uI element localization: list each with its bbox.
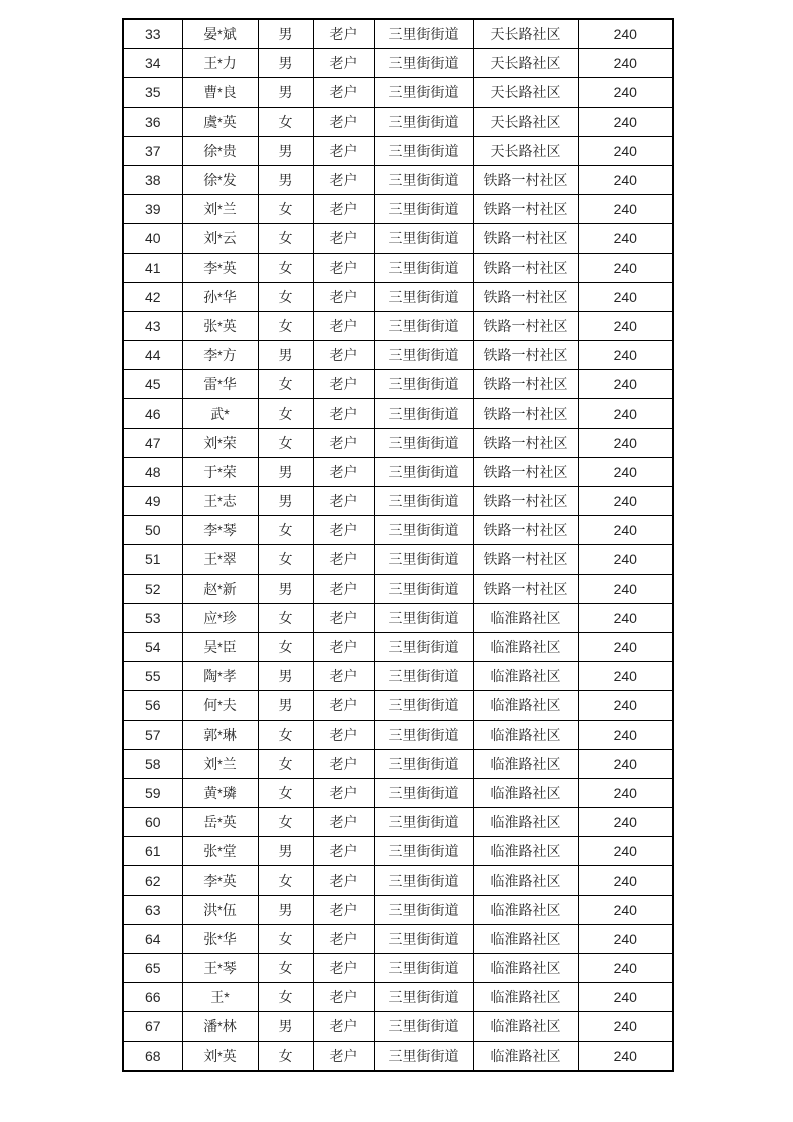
cell-name: 王*翠 bbox=[182, 545, 258, 574]
cell-gender: 女 bbox=[258, 749, 313, 778]
cell-community: 临淮路社区 bbox=[473, 924, 578, 953]
table-row bbox=[123, 983, 673, 1012]
cell-gender: 女 bbox=[258, 311, 313, 340]
cell-street: 三里街街道 bbox=[374, 107, 473, 136]
cell-seq: 43 bbox=[123, 311, 182, 340]
cell-street: 三里街街道 bbox=[374, 1012, 473, 1041]
table-row bbox=[123, 778, 673, 807]
cell-community: 临淮路社区 bbox=[473, 866, 578, 895]
cell-name: 王*琴 bbox=[182, 954, 258, 983]
cell-gender: 女 bbox=[258, 282, 313, 311]
table-row bbox=[123, 632, 673, 661]
cell-street: 三里街街道 bbox=[374, 1041, 473, 1071]
table-row bbox=[123, 107, 673, 136]
cell-name: 赵*新 bbox=[182, 574, 258, 603]
cell-seq: 68 bbox=[123, 1041, 182, 1071]
cell-seq: 66 bbox=[123, 983, 182, 1012]
cell-gender: 女 bbox=[258, 866, 313, 895]
cell-gender: 男 bbox=[258, 487, 313, 516]
cell-name: 李*英 bbox=[182, 253, 258, 282]
cell-seq: 38 bbox=[123, 165, 182, 194]
cell-seq: 41 bbox=[123, 253, 182, 282]
cell-gender: 女 bbox=[258, 954, 313, 983]
cell-gender: 女 bbox=[258, 370, 313, 399]
cell-household-type: 老户 bbox=[313, 895, 374, 924]
table-body bbox=[123, 19, 673, 1071]
cell-household-type: 老户 bbox=[313, 924, 374, 953]
cell-street: 三里街街道 bbox=[374, 954, 473, 983]
cell-seq: 34 bbox=[123, 49, 182, 78]
cell-community: 临淮路社区 bbox=[473, 837, 578, 866]
cell-street: 三里街街道 bbox=[374, 866, 473, 895]
cell-amount: 240 bbox=[578, 78, 673, 107]
table-row bbox=[123, 749, 673, 778]
cell-community: 铁路一村社区 bbox=[473, 282, 578, 311]
cell-gender: 女 bbox=[258, 224, 313, 253]
cell-street: 三里街街道 bbox=[374, 253, 473, 282]
cell-household-type: 老户 bbox=[313, 457, 374, 486]
cell-seq: 42 bbox=[123, 282, 182, 311]
table-row bbox=[123, 457, 673, 486]
cell-name: 黄*璘 bbox=[182, 778, 258, 807]
table-row bbox=[123, 253, 673, 282]
cell-name: 郭*琳 bbox=[182, 720, 258, 749]
cell-name: 李*琴 bbox=[182, 516, 258, 545]
cell-name: 刘*兰 bbox=[182, 195, 258, 224]
cell-gender: 女 bbox=[258, 399, 313, 428]
cell-gender: 女 bbox=[258, 720, 313, 749]
cell-community: 临淮路社区 bbox=[473, 954, 578, 983]
cell-amount: 240 bbox=[578, 1012, 673, 1041]
cell-amount: 240 bbox=[578, 603, 673, 632]
cell-amount: 240 bbox=[578, 487, 673, 516]
cell-household-type: 老户 bbox=[313, 574, 374, 603]
cell-gender: 男 bbox=[258, 341, 313, 370]
cell-community: 铁路一村社区 bbox=[473, 399, 578, 428]
cell-amount: 240 bbox=[578, 545, 673, 574]
cell-street: 三里街街道 bbox=[374, 457, 473, 486]
cell-community: 临淮路社区 bbox=[473, 778, 578, 807]
cell-street: 三里街街道 bbox=[374, 165, 473, 194]
cell-name: 张*英 bbox=[182, 311, 258, 340]
cell-community: 临淮路社区 bbox=[473, 749, 578, 778]
cell-seq: 62 bbox=[123, 866, 182, 895]
cell-street: 三里街街道 bbox=[374, 516, 473, 545]
table-row bbox=[123, 924, 673, 953]
cell-gender: 女 bbox=[258, 632, 313, 661]
table-row bbox=[123, 1041, 673, 1071]
cell-street: 三里街街道 bbox=[374, 749, 473, 778]
cell-seq: 67 bbox=[123, 1012, 182, 1041]
cell-household-type: 老户 bbox=[313, 720, 374, 749]
cell-household-type: 老户 bbox=[313, 632, 374, 661]
cell-community: 铁路一村社区 bbox=[473, 457, 578, 486]
cell-name: 刘*云 bbox=[182, 224, 258, 253]
cell-seq: 48 bbox=[123, 457, 182, 486]
beneficiary-list-table bbox=[122, 18, 674, 1072]
cell-name: 张*堂 bbox=[182, 837, 258, 866]
cell-street: 三里街街道 bbox=[374, 370, 473, 399]
table-row bbox=[123, 895, 673, 924]
cell-amount: 240 bbox=[578, 516, 673, 545]
cell-community: 铁路一村社区 bbox=[473, 545, 578, 574]
table-row bbox=[123, 136, 673, 165]
cell-household-type: 老户 bbox=[313, 136, 374, 165]
cell-amount: 240 bbox=[578, 983, 673, 1012]
cell-gender: 男 bbox=[258, 837, 313, 866]
cell-street: 三里街街道 bbox=[374, 341, 473, 370]
cell-amount: 240 bbox=[578, 778, 673, 807]
cell-name: 孙*华 bbox=[182, 282, 258, 311]
cell-street: 三里街街道 bbox=[374, 428, 473, 457]
cell-community: 天长路社区 bbox=[473, 107, 578, 136]
cell-seq: 64 bbox=[123, 924, 182, 953]
cell-community: 天长路社区 bbox=[473, 78, 578, 107]
cell-gender: 男 bbox=[258, 691, 313, 720]
cell-name: 李*英 bbox=[182, 866, 258, 895]
cell-amount: 240 bbox=[578, 574, 673, 603]
table-row bbox=[123, 78, 673, 107]
cell-seq: 40 bbox=[123, 224, 182, 253]
cell-seq: 46 bbox=[123, 399, 182, 428]
cell-community: 临淮路社区 bbox=[473, 1041, 578, 1071]
cell-amount: 240 bbox=[578, 924, 673, 953]
cell-community: 铁路一村社区 bbox=[473, 487, 578, 516]
cell-name: 李*方 bbox=[182, 341, 258, 370]
cell-gender: 女 bbox=[258, 545, 313, 574]
cell-household-type: 老户 bbox=[313, 341, 374, 370]
cell-amount: 240 bbox=[578, 341, 673, 370]
cell-household-type: 老户 bbox=[313, 983, 374, 1012]
table-row bbox=[123, 19, 673, 49]
cell-household-type: 老户 bbox=[313, 808, 374, 837]
cell-seq: 50 bbox=[123, 516, 182, 545]
cell-gender: 男 bbox=[258, 1012, 313, 1041]
cell-name: 曹*良 bbox=[182, 78, 258, 107]
cell-name: 刘*荣 bbox=[182, 428, 258, 457]
cell-street: 三里街街道 bbox=[374, 720, 473, 749]
cell-name: 刘*兰 bbox=[182, 749, 258, 778]
cell-name: 王*力 bbox=[182, 49, 258, 78]
cell-household-type: 老户 bbox=[313, 107, 374, 136]
cell-street: 三里街街道 bbox=[374, 924, 473, 953]
cell-household-type: 老户 bbox=[313, 545, 374, 574]
cell-street: 三里街街道 bbox=[374, 487, 473, 516]
cell-community: 临淮路社区 bbox=[473, 895, 578, 924]
cell-street: 三里街街道 bbox=[374, 808, 473, 837]
cell-name: 王* bbox=[182, 983, 258, 1012]
cell-street: 三里街街道 bbox=[374, 282, 473, 311]
cell-community: 天长路社区 bbox=[473, 19, 578, 49]
cell-community: 临淮路社区 bbox=[473, 691, 578, 720]
cell-community: 铁路一村社区 bbox=[473, 165, 578, 194]
cell-community: 天长路社区 bbox=[473, 136, 578, 165]
cell-seq: 37 bbox=[123, 136, 182, 165]
cell-amount: 240 bbox=[578, 895, 673, 924]
cell-name: 于*荣 bbox=[182, 457, 258, 486]
cell-community: 铁路一村社区 bbox=[473, 224, 578, 253]
cell-gender: 女 bbox=[258, 924, 313, 953]
table-row bbox=[123, 516, 673, 545]
cell-seq: 52 bbox=[123, 574, 182, 603]
cell-name: 徐*发 bbox=[182, 165, 258, 194]
cell-gender: 男 bbox=[258, 19, 313, 49]
cell-household-type: 老户 bbox=[313, 749, 374, 778]
cell-amount: 240 bbox=[578, 662, 673, 691]
cell-gender: 女 bbox=[258, 195, 313, 224]
table-row bbox=[123, 428, 673, 457]
cell-gender: 女 bbox=[258, 778, 313, 807]
cell-seq: 39 bbox=[123, 195, 182, 224]
cell-gender: 男 bbox=[258, 165, 313, 194]
cell-gender: 女 bbox=[258, 983, 313, 1012]
cell-seq: 53 bbox=[123, 603, 182, 632]
cell-household-type: 老户 bbox=[313, 370, 374, 399]
cell-household-type: 老户 bbox=[313, 691, 374, 720]
cell-seq: 35 bbox=[123, 78, 182, 107]
cell-street: 三里街街道 bbox=[374, 311, 473, 340]
table-row bbox=[123, 574, 673, 603]
cell-amount: 240 bbox=[578, 253, 673, 282]
cell-household-type: 老户 bbox=[313, 954, 374, 983]
cell-name: 徐*贵 bbox=[182, 136, 258, 165]
cell-gender: 女 bbox=[258, 428, 313, 457]
cell-household-type: 老户 bbox=[313, 603, 374, 632]
cell-community: 临淮路社区 bbox=[473, 1012, 578, 1041]
table-row bbox=[123, 720, 673, 749]
table-row bbox=[123, 837, 673, 866]
cell-amount: 240 bbox=[578, 632, 673, 661]
cell-street: 三里街街道 bbox=[374, 603, 473, 632]
cell-name: 何*夫 bbox=[182, 691, 258, 720]
cell-name: 应*珍 bbox=[182, 603, 258, 632]
cell-seq: 49 bbox=[123, 487, 182, 516]
cell-household-type: 老户 bbox=[313, 195, 374, 224]
table-row bbox=[123, 224, 673, 253]
cell-household-type: 老户 bbox=[313, 428, 374, 457]
cell-name: 张*华 bbox=[182, 924, 258, 953]
table-row bbox=[123, 195, 673, 224]
cell-seq: 56 bbox=[123, 691, 182, 720]
cell-household-type: 老户 bbox=[313, 399, 374, 428]
cell-street: 三里街街道 bbox=[374, 224, 473, 253]
cell-gender: 男 bbox=[258, 136, 313, 165]
table-row bbox=[123, 341, 673, 370]
cell-amount: 240 bbox=[578, 399, 673, 428]
cell-amount: 240 bbox=[578, 370, 673, 399]
cell-seq: 65 bbox=[123, 954, 182, 983]
cell-household-type: 老户 bbox=[313, 662, 374, 691]
cell-community: 临淮路社区 bbox=[473, 632, 578, 661]
cell-street: 三里街街道 bbox=[374, 195, 473, 224]
cell-amount: 240 bbox=[578, 720, 673, 749]
cell-community: 铁路一村社区 bbox=[473, 370, 578, 399]
cell-community: 临淮路社区 bbox=[473, 603, 578, 632]
cell-community: 铁路一村社区 bbox=[473, 311, 578, 340]
cell-community: 铁路一村社区 bbox=[473, 574, 578, 603]
table-row bbox=[123, 311, 673, 340]
cell-household-type: 老户 bbox=[313, 487, 374, 516]
cell-household-type: 老户 bbox=[313, 837, 374, 866]
cell-gender: 女 bbox=[258, 107, 313, 136]
cell-gender: 女 bbox=[258, 1041, 313, 1071]
cell-street: 三里街街道 bbox=[374, 78, 473, 107]
cell-street: 三里街街道 bbox=[374, 662, 473, 691]
cell-amount: 240 bbox=[578, 691, 673, 720]
cell-name: 武* bbox=[182, 399, 258, 428]
cell-gender: 男 bbox=[258, 49, 313, 78]
cell-street: 三里街街道 bbox=[374, 778, 473, 807]
cell-name: 晏*斌 bbox=[182, 19, 258, 49]
table-row bbox=[123, 282, 673, 311]
cell-amount: 240 bbox=[578, 195, 673, 224]
cell-name: 岳*英 bbox=[182, 808, 258, 837]
cell-household-type: 老户 bbox=[313, 282, 374, 311]
cell-community: 临淮路社区 bbox=[473, 808, 578, 837]
cell-seq: 44 bbox=[123, 341, 182, 370]
table-row bbox=[123, 662, 673, 691]
cell-household-type: 老户 bbox=[313, 1012, 374, 1041]
cell-household-type: 老户 bbox=[313, 1041, 374, 1071]
cell-seq: 63 bbox=[123, 895, 182, 924]
cell-seq: 51 bbox=[123, 545, 182, 574]
cell-name: 洪*伍 bbox=[182, 895, 258, 924]
cell-amount: 240 bbox=[578, 165, 673, 194]
table-row bbox=[123, 545, 673, 574]
cell-name: 雷*华 bbox=[182, 370, 258, 399]
cell-amount: 240 bbox=[578, 837, 673, 866]
cell-household-type: 老户 bbox=[313, 49, 374, 78]
cell-seq: 59 bbox=[123, 778, 182, 807]
table-row bbox=[123, 603, 673, 632]
cell-seq: 57 bbox=[123, 720, 182, 749]
cell-household-type: 老户 bbox=[313, 778, 374, 807]
cell-amount: 240 bbox=[578, 866, 673, 895]
cell-amount: 240 bbox=[578, 808, 673, 837]
cell-community: 铁路一村社区 bbox=[473, 195, 578, 224]
cell-community: 铁路一村社区 bbox=[473, 428, 578, 457]
cell-gender: 男 bbox=[258, 78, 313, 107]
cell-household-type: 老户 bbox=[313, 516, 374, 545]
cell-seq: 60 bbox=[123, 808, 182, 837]
cell-gender: 男 bbox=[258, 662, 313, 691]
table-row bbox=[123, 165, 673, 194]
cell-street: 三里街街道 bbox=[374, 19, 473, 49]
cell-street: 三里街街道 bbox=[374, 983, 473, 1012]
cell-amount: 240 bbox=[578, 49, 673, 78]
cell-amount: 240 bbox=[578, 749, 673, 778]
cell-street: 三里街街道 bbox=[374, 399, 473, 428]
cell-seq: 36 bbox=[123, 107, 182, 136]
cell-street: 三里街街道 bbox=[374, 691, 473, 720]
table-row bbox=[123, 808, 673, 837]
cell-gender: 女 bbox=[258, 808, 313, 837]
cell-amount: 240 bbox=[578, 457, 673, 486]
cell-community: 临淮路社区 bbox=[473, 983, 578, 1012]
cell-street: 三里街街道 bbox=[374, 545, 473, 574]
cell-name: 王*志 bbox=[182, 487, 258, 516]
cell-household-type: 老户 bbox=[313, 165, 374, 194]
cell-amount: 240 bbox=[578, 428, 673, 457]
cell-community: 临淮路社区 bbox=[473, 720, 578, 749]
cell-household-type: 老户 bbox=[313, 224, 374, 253]
cell-community: 铁路一村社区 bbox=[473, 516, 578, 545]
cell-street: 三里街街道 bbox=[374, 632, 473, 661]
cell-gender: 女 bbox=[258, 603, 313, 632]
cell-gender: 男 bbox=[258, 574, 313, 603]
table-row bbox=[123, 370, 673, 399]
cell-amount: 240 bbox=[578, 224, 673, 253]
cell-community: 铁路一村社区 bbox=[473, 341, 578, 370]
cell-gender: 女 bbox=[258, 253, 313, 282]
cell-amount: 240 bbox=[578, 1041, 673, 1071]
cell-street: 三里街街道 bbox=[374, 574, 473, 603]
cell-household-type: 老户 bbox=[313, 253, 374, 282]
cell-seq: 54 bbox=[123, 632, 182, 661]
table-row bbox=[123, 866, 673, 895]
cell-street: 三里街街道 bbox=[374, 895, 473, 924]
table-row bbox=[123, 691, 673, 720]
cell-name: 吴*臣 bbox=[182, 632, 258, 661]
cell-name: 潘*林 bbox=[182, 1012, 258, 1041]
cell-household-type: 老户 bbox=[313, 311, 374, 340]
cell-street: 三里街街道 bbox=[374, 136, 473, 165]
cell-seq: 33 bbox=[123, 19, 182, 49]
cell-community: 临淮路社区 bbox=[473, 662, 578, 691]
cell-street: 三里街街道 bbox=[374, 837, 473, 866]
cell-household-type: 老户 bbox=[313, 78, 374, 107]
cell-seq: 58 bbox=[123, 749, 182, 778]
cell-name: 陶*孝 bbox=[182, 662, 258, 691]
cell-name: 刘*英 bbox=[182, 1041, 258, 1071]
cell-gender: 男 bbox=[258, 457, 313, 486]
cell-seq: 45 bbox=[123, 370, 182, 399]
table-row bbox=[123, 1012, 673, 1041]
cell-seq: 55 bbox=[123, 662, 182, 691]
cell-community: 天长路社区 bbox=[473, 49, 578, 78]
table-row bbox=[123, 954, 673, 983]
table-row bbox=[123, 487, 673, 516]
cell-amount: 240 bbox=[578, 136, 673, 165]
table-row bbox=[123, 49, 673, 78]
table-row bbox=[123, 399, 673, 428]
cell-amount: 240 bbox=[578, 954, 673, 983]
cell-household-type: 老户 bbox=[313, 866, 374, 895]
cell-household-type: 老户 bbox=[313, 19, 374, 49]
cell-amount: 240 bbox=[578, 282, 673, 311]
cell-amount: 240 bbox=[578, 19, 673, 49]
cell-gender: 女 bbox=[258, 516, 313, 545]
cell-seq: 47 bbox=[123, 428, 182, 457]
cell-amount: 240 bbox=[578, 107, 673, 136]
cell-gender: 男 bbox=[258, 895, 313, 924]
cell-name: 虞*英 bbox=[182, 107, 258, 136]
cell-seq: 61 bbox=[123, 837, 182, 866]
cell-community: 铁路一村社区 bbox=[473, 253, 578, 282]
cell-street: 三里街街道 bbox=[374, 49, 473, 78]
cell-amount: 240 bbox=[578, 311, 673, 340]
